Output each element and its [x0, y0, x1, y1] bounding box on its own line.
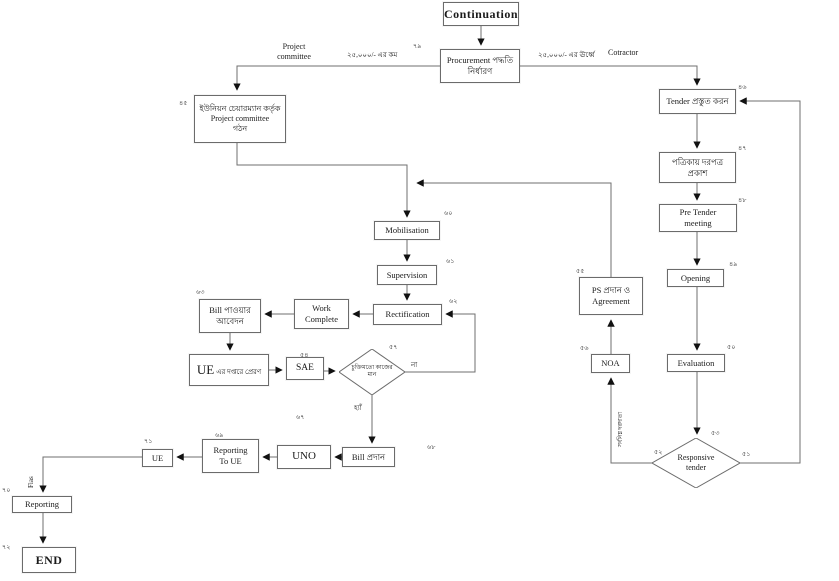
- step-marker: ৬৭: [296, 414, 305, 421]
- node-label: Project committee: [210, 114, 270, 123]
- node-label: মান: [367, 372, 377, 378]
- step-marker: ৫৫: [576, 268, 585, 275]
- edge-label-contractor: Cotractor: [608, 48, 639, 57]
- node-label: Reporting: [25, 499, 59, 510]
- node-label: গঠন: [232, 124, 248, 133]
- node-ps-agreement: [579, 277, 643, 315]
- edge-label-less-than-25000: ২৫,০০০/- এর কম: [347, 51, 398, 59]
- node-label: চুক্তিমতো কাজের: [351, 364, 393, 371]
- edge-label-greater-than-25000: ২৫,০০০/- এর ঊর্ধ্বে: [538, 51, 595, 59]
- edge-label-fias: Fias: [27, 476, 35, 488]
- node-noa: [591, 354, 630, 373]
- node-project-committee-formation: [194, 95, 286, 143]
- node-label: Procurement পদ্ধতি: [446, 55, 514, 66]
- edge-label-text: Project: [282, 42, 306, 51]
- node-label: Reporting: [213, 445, 248, 456]
- node-uno: [277, 445, 331, 469]
- node-label: Responsive: [677, 453, 715, 463]
- step-marker: ৬৮: [427, 444, 436, 451]
- node-responsive-tender-decision: [652, 438, 740, 488]
- node-work-quality-decision: [339, 349, 405, 395]
- node-label: ইউনিয়ন চেয়ারম্যান কর্তৃক: [199, 104, 281, 113]
- node-label: Work: [312, 303, 331, 314]
- node-bill-payment: [342, 447, 395, 467]
- edge-label-yes: হ্যাঁ: [354, 404, 362, 412]
- step-marker: ৭২: [2, 544, 11, 551]
- node-label: UE: [196, 361, 215, 377]
- step-marker: ৭৯: [413, 43, 422, 50]
- step-marker: ৭০: [2, 487, 11, 494]
- node-pre-tender-meeting: [659, 204, 737, 232]
- step-marker: ৬২: [449, 298, 458, 305]
- node-newspaper-publish: [659, 152, 736, 183]
- node-label: নির্ধারণ: [467, 66, 493, 76]
- step-marker: ৫১: [742, 451, 751, 458]
- node-label: Agreement: [592, 296, 630, 306]
- node-opening: [667, 269, 724, 287]
- edge-label-text: committee: [277, 51, 311, 61]
- edge-label-lowest-bidder: সর্বনিম্ন দরদাতা: [618, 411, 624, 447]
- node-label: পত্রিকায় দরপত্র: [671, 156, 724, 167]
- node-bill-application: [199, 299, 261, 333]
- step-marker: ৫৩: [711, 430, 720, 437]
- node-label: PS প্রদান ও: [591, 285, 631, 296]
- node-label: Evaluation: [677, 357, 715, 368]
- node-continuation: [443, 2, 519, 26]
- node-supervision: [377, 265, 437, 285]
- node-label: Rectification: [385, 309, 430, 320]
- node-label: এর দপ্তরে প্রেরণ: [216, 367, 262, 376]
- node-label: meeting: [684, 218, 712, 228]
- node-reporting: [12, 496, 72, 513]
- node-mobilisation: [374, 221, 440, 240]
- node-label: আবেদন: [216, 316, 244, 326]
- step-marker: ৪৯: [729, 261, 738, 268]
- node-label: SAE: [296, 362, 314, 373]
- node-label: Complete: [304, 314, 339, 324]
- node-reporting-to-ue: [202, 439, 259, 473]
- node-tender-prepare: [659, 89, 736, 114]
- node-label: END: [35, 552, 63, 567]
- node-rectification: [373, 304, 442, 325]
- step-marker: ৬৯: [215, 432, 224, 439]
- node-label: To UE: [219, 456, 242, 466]
- node-label: NOA: [601, 358, 620, 369]
- node-ue: [142, 449, 173, 467]
- node-label: Continuation: [443, 6, 519, 21]
- step-marker: ৭১: [144, 438, 153, 445]
- step-marker: ৬৩: [196, 289, 205, 296]
- node-procurement-method: [440, 49, 520, 83]
- node-label: Bill পাওয়ার: [209, 305, 251, 316]
- node-label: Supervision: [386, 269, 428, 280]
- step-marker: ৪৭: [738, 145, 747, 152]
- node-label: Mobilisation: [385, 225, 429, 236]
- edge-label-no: না: [411, 361, 418, 369]
- node-work-complete: [294, 299, 349, 329]
- node-label: tender: [686, 463, 706, 472]
- step-marker: ৪৬: [738, 84, 747, 91]
- step-marker: ৪৮: [738, 197, 747, 204]
- step-marker: ৫৬: [580, 345, 589, 352]
- node-label: প্রকাশ: [687, 167, 708, 178]
- step-marker: ৬১: [446, 258, 455, 265]
- step-marker: ৪৫: [179, 100, 188, 107]
- node-label: UE: [151, 452, 164, 463]
- node-label: Pre Tender: [679, 207, 717, 218]
- step-marker: ৫২: [654, 449, 663, 456]
- node-label: Bill প্রদান: [351, 451, 386, 462]
- node-ue-office-send: [189, 354, 269, 386]
- node-label: Opening: [680, 272, 711, 283]
- node-label: UNO: [292, 450, 316, 463]
- node-label: Tender প্রস্তুত করন: [666, 96, 729, 107]
- step-marker: ৫৪: [300, 352, 309, 359]
- node-end: [22, 547, 76, 573]
- node-evaluation: [667, 354, 725, 372]
- step-marker: ৫৭: [389, 344, 398, 351]
- step-marker: ৬০: [444, 210, 453, 217]
- step-marker: ৫০: [727, 344, 736, 351]
- edge-label-project-committee: [263, 42, 325, 61]
